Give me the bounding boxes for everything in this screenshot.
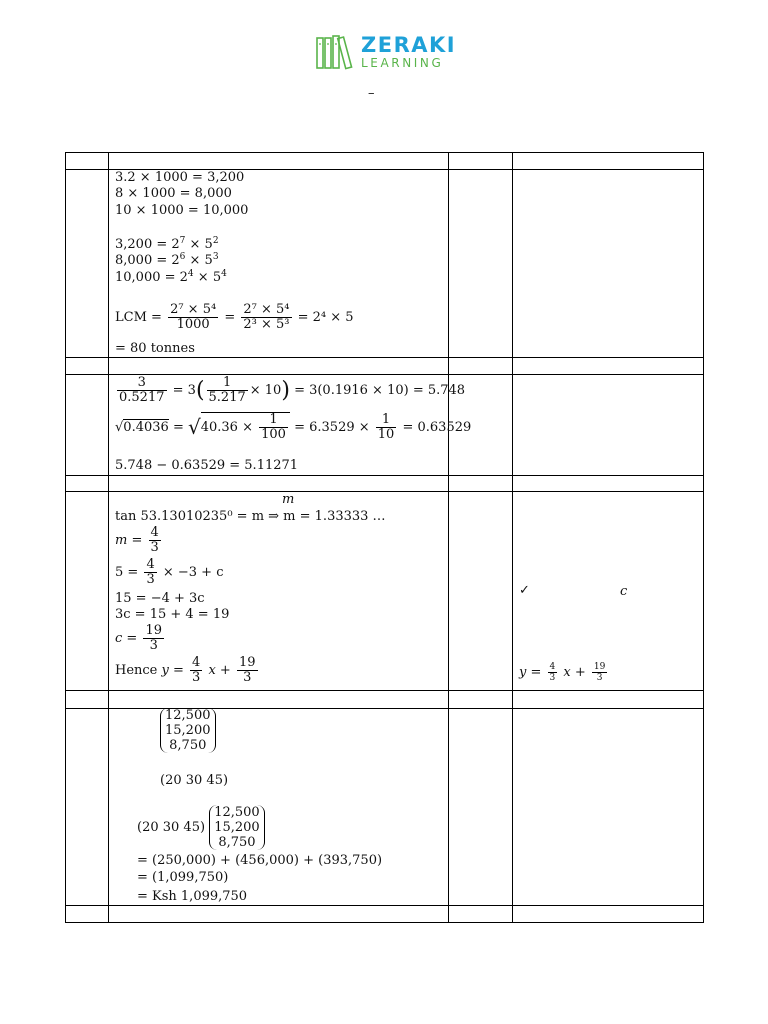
table-border-top xyxy=(65,152,704,153)
answer-line: = Ksh 1,099,750 xyxy=(137,889,248,904)
table-col-divider xyxy=(512,152,513,923)
answer-line: 5.748 − 0.63529 = 5.11271 xyxy=(115,458,299,473)
remark-c: c xyxy=(620,584,628,599)
table-col-divider xyxy=(108,152,109,923)
answer-line: Hence y = $\frac{4}{3}$ x + $\frac{19}{3}$ xyxy=(115,655,256,685)
m-label: m xyxy=(282,492,295,507)
working-line: $8,000 = 2^6 \times 5^3$ xyxy=(115,252,219,268)
working-line: c = $\frac{19}{3}$ xyxy=(115,623,162,653)
answer-line: = 80 tonnes xyxy=(115,341,195,356)
working-line: 15 = −4 + 3c xyxy=(115,591,205,606)
table-row-divider xyxy=(65,690,704,691)
table-col-divider xyxy=(65,152,66,923)
working-line: = (250,000) + (456,000) + (393,750) xyxy=(137,853,383,868)
table-row-divider xyxy=(65,357,704,358)
sqrt-line: √0.4036 = √40.36 × $\frac{1}{100}$ = 6.3529 × $\frac{1}{10}$ = 0.63529 xyxy=(115,412,472,442)
working-line: 8 × 1000 = 8,000 xyxy=(115,186,232,201)
brand-tagline: LEARNING xyxy=(361,56,444,70)
working-line: 3.2 × 1000 = 3,200 xyxy=(115,170,245,185)
working-line: $10,000 = 2^4 \times 5^4$ xyxy=(115,269,227,285)
remark-equation: y = $\frac{4}{3}$ x + $\frac{19}{3}$ xyxy=(519,662,606,683)
table-row-divider xyxy=(65,374,704,375)
check-icon: ✓ xyxy=(519,583,530,598)
matrix-product: (20 30 45) 12,500 15,200 8,750 xyxy=(137,805,265,850)
working-line: tan 53.13010235⁰ = m ⇒ m = 1.33333 … xyxy=(115,509,386,524)
row-vector: (20 30 45) xyxy=(160,773,229,788)
working-line: m = $\frac{4}{3}$ xyxy=(115,525,159,555)
brand-name: ZERAKI xyxy=(361,33,457,57)
table-border-bottom xyxy=(65,922,704,923)
books-icon xyxy=(316,34,356,72)
table-col-divider xyxy=(448,152,449,923)
table-col-divider xyxy=(703,152,704,923)
lcm-expression: LCM = $\frac{\text{2⁷ × 5⁴}}{1000}$ = $\frac{\text{2⁷ × 5⁴}}{\text{2³ × 5³}}$ = 2⁴ × 5 xyxy=(115,302,354,332)
table-row-divider xyxy=(65,905,704,906)
working-line: 3c = 15 + 4 = 19 xyxy=(115,607,230,622)
table-row-divider xyxy=(65,491,704,492)
working-line: 5 = $\frac{4}{3}$ × −3 + c xyxy=(115,557,224,587)
working-line: = (1,099,750) xyxy=(137,870,229,885)
table-row-divider xyxy=(65,475,704,476)
header-dash: – xyxy=(368,86,375,101)
column-vector: 12,500 15,200 8,750 xyxy=(160,708,216,753)
working-line: 10 × 1000 = 10,000 xyxy=(115,203,249,218)
zeraki-logo xyxy=(316,34,456,74)
working-line: $3,200 = 2^7 \times 5^2$ xyxy=(115,236,219,252)
working-line: $\frac{3}{0.5217}$ = 3( $\frac{1}{5.217}$ × 10) = 3(0.1916 × 10) = 5.748 xyxy=(119,375,466,405)
